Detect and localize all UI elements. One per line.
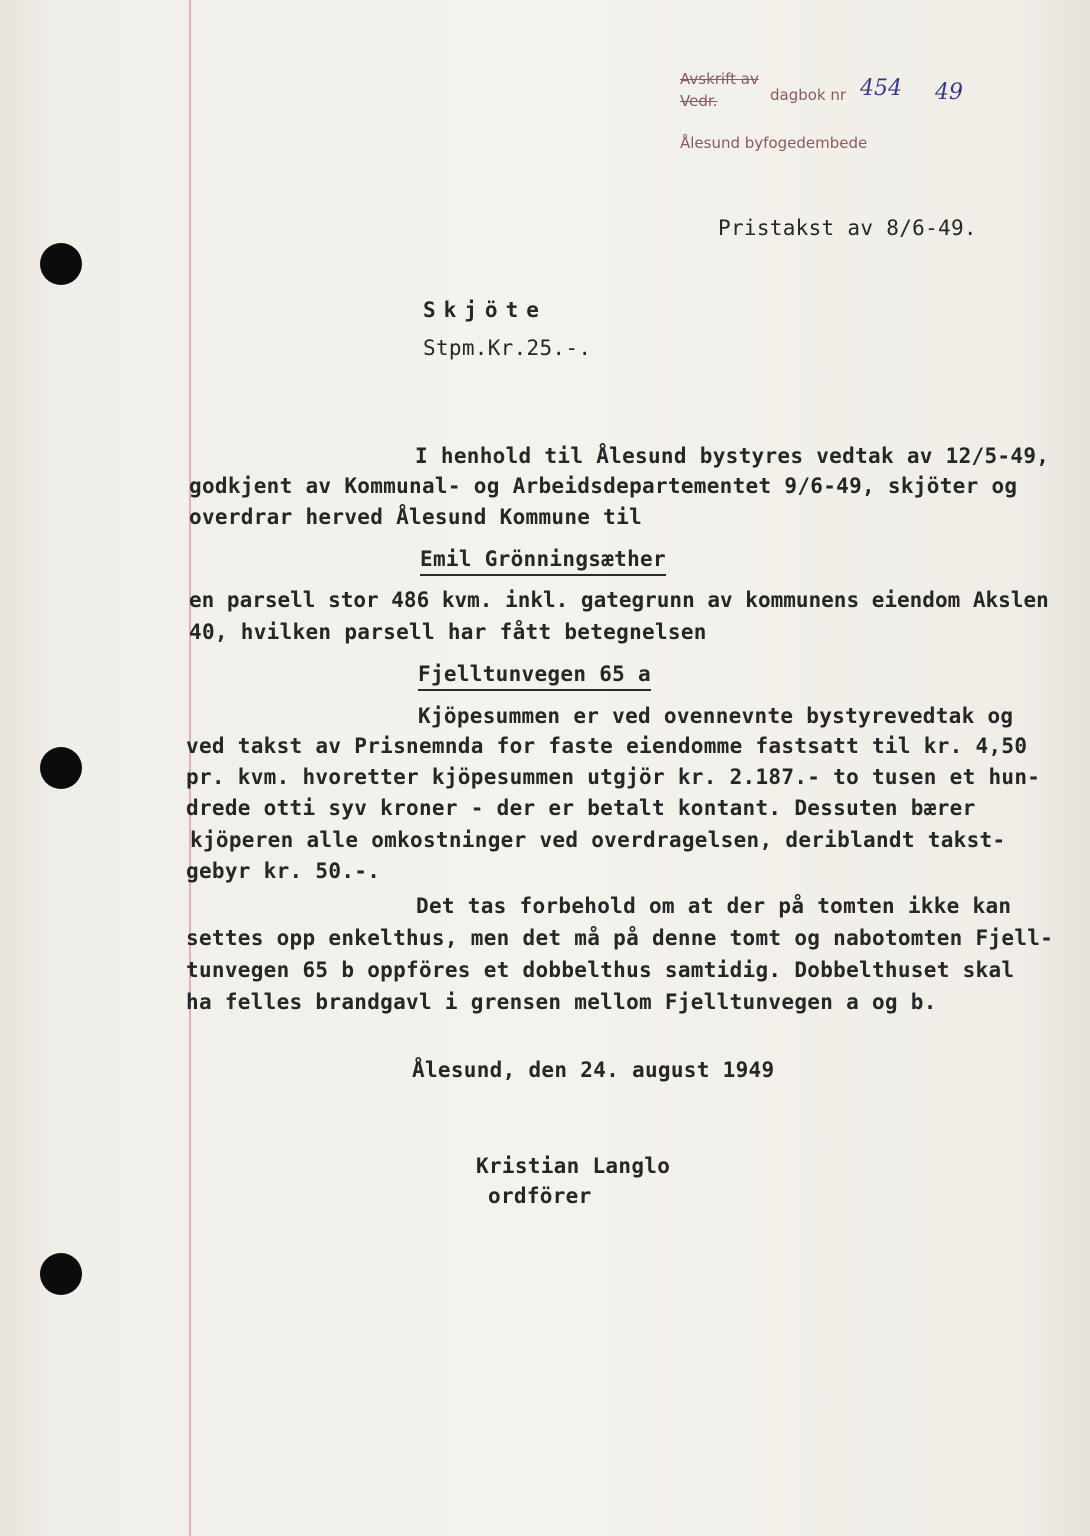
body-line: gebyr kr. 50.-. — [186, 859, 381, 883]
signer-title: ordförer — [488, 1184, 592, 1208]
stamp-line1-prefix: Avskrift av — [680, 70, 759, 88]
stamp-line1-mid: dagbok nr — [770, 86, 847, 104]
body-line: kjöperen alle omkostninger ved overdragelsen, deriblandt takst- — [190, 828, 1006, 852]
place-date: Ålesund, den 24. august 1949 — [412, 1058, 775, 1082]
body-line: settes opp enkelthus, men det må på denne tomt og nabotomten Fjell- — [186, 926, 1054, 950]
body-line: I henhold til Ålesund bystyres vedtak av 12/5-49, — [415, 444, 1050, 468]
body-line: ha felles brandgavl i grensen mellom Fjelltunvegen a og b. — [186, 990, 937, 1014]
stamp-number: 454 — [860, 76, 902, 101]
property-designation: Fjelltunvegen 65 a — [418, 662, 651, 691]
body-line: pr. kvm. hvoretter kjöpesummen utgjör kr. 2.187.- to tusen et hun- — [186, 765, 1041, 789]
punch-hole — [40, 243, 82, 285]
stamp-line2-prefix: Vedr. — [680, 92, 718, 110]
buyer-name: Emil Grönningsæther — [420, 547, 666, 576]
document-title: Skjöte — [423, 298, 547, 322]
body-line: Kjöpesummen er ved ovennevnte bystyrevedtak og — [418, 704, 1014, 728]
stamp-line3: Ålesund byfogedembede — [680, 134, 868, 152]
body-line: drede otti syv kroner - der er betalt kontant. Dessuten bærer — [186, 796, 976, 820]
stamp-year: 49 — [935, 80, 963, 105]
body-line: Det tas forbehold om at der på tomten ikke kan — [416, 894, 1012, 918]
body-line: 40, hvilken parsell har fått betegnelsen — [189, 620, 707, 644]
body-line: overdrar herved Ålesund Kommune til — [189, 505, 643, 529]
punch-hole — [40, 747, 82, 789]
body-line: ved takst av Prisnemnda for faste eiendomme fastsatt til kr. 4,50 — [186, 734, 1028, 758]
punch-hole — [40, 1253, 82, 1295]
stamp-fee: Stpm.Kr.25.-. — [423, 336, 592, 360]
body-line: godkjent av Kommunal- og Arbeidsdepartementet 9/6-49, skjöter og — [189, 474, 1018, 498]
signer-name: Kristian Langlo — [476, 1154, 671, 1178]
body-line: en parsell stor 486 kvm. inkl. gategrunn av kommunens eiendom Akslen — [189, 588, 1049, 612]
body-line: tunvegen 65 b oppföres et dobbelthus samtidig. Dobbelthuset skal — [186, 958, 1015, 982]
price-note: Pristakst av 8/6-49. — [718, 216, 977, 240]
